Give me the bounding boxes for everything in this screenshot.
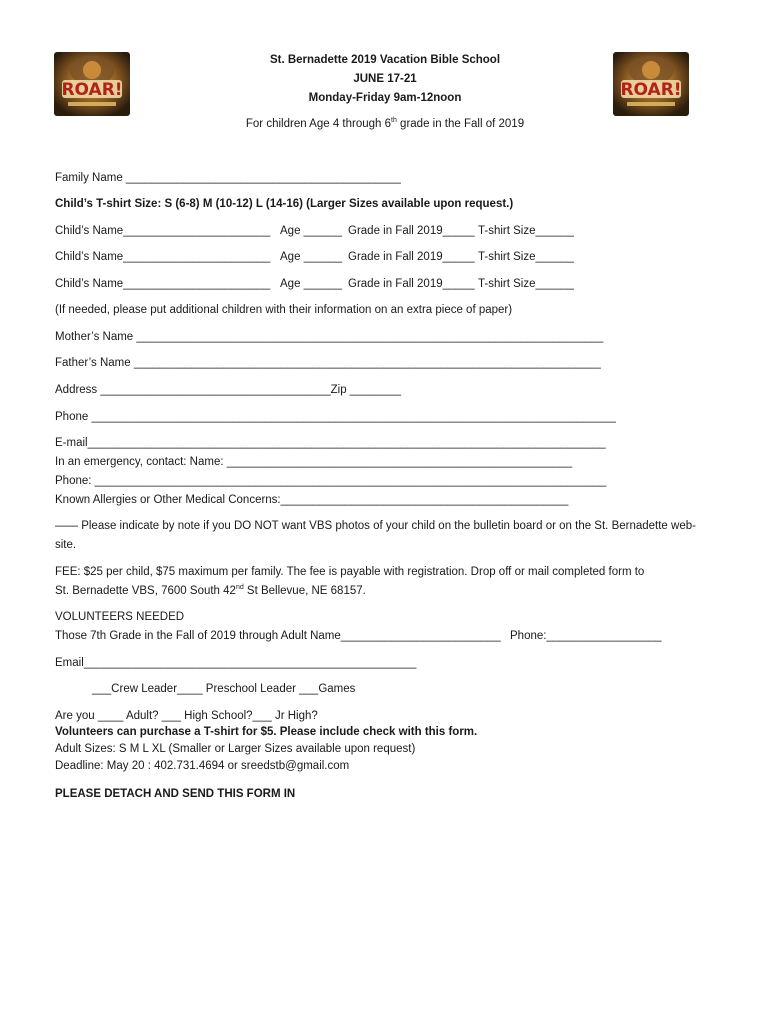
volunteer-phone-field[interactable]: Phone:__________________ (510, 630, 662, 642)
age-range: For children Age 4 through 6th grade in the Fall of 2019 (245, 117, 525, 130)
email-field[interactable]: E-mail_________________________________________________________________________________ (55, 437, 606, 449)
child-tshirt-size-field[interactable]: T-shirt Size______ (478, 225, 574, 237)
child-grade-field[interactable]: Grade in Fall 2019_____ (348, 251, 475, 263)
family-name-field[interactable]: Family Name ___________________________________________ (55, 172, 401, 184)
photo-consent-note-cont: site. (55, 539, 77, 551)
event-title: St. Bernadette 2019 Vacation Bible School (269, 54, 501, 66)
volunteer-tshirt-note: Volunteers can purchase a T-shirt for $5. Please include check with this form. (55, 726, 478, 738)
emergency-contact-field[interactable]: In an emergency, contact: Name: ______________________________________________________ (55, 456, 573, 468)
volunteer-age-group[interactable]: Are you ____ Adult? ___ High School?___ Jr High? (55, 710, 318, 722)
child-name-field[interactable]: Child’s Name_______________________ (55, 225, 271, 237)
mother-name-field[interactable]: Mother’s Name _________________________________________________________________________ (55, 331, 604, 343)
child-name-field[interactable]: Child’s Name_______________________ (55, 251, 271, 263)
deadline-contact: Deadline: May 20 : 402.731.4694 or sreedstb@gmail.com (55, 760, 350, 772)
child-age-field[interactable]: Age ______ (280, 251, 343, 263)
child-grade-field[interactable]: Grade in Fall 2019_____ (348, 278, 475, 290)
phone-field[interactable]: Phone __________________________________________________________________________________ (55, 411, 616, 423)
volunteer-email-field[interactable]: Email____________________________________________________ (55, 657, 417, 669)
child-age-field[interactable]: Age ______ (280, 225, 343, 237)
event-times: Monday-Friday 9am-12noon (308, 92, 462, 104)
fee-info: FEE: $25 per child, $75 maximum per family. The fee is payable with registration. Drop off or mail completed form to (55, 566, 645, 578)
event-dates: JUNE 17-21 (353, 73, 417, 85)
emergency-phone-field[interactable]: Phone: ________________________________________________________________________________ (55, 475, 607, 487)
child-age-field[interactable]: Age ______ (280, 278, 343, 290)
address-field[interactable]: Address ____________________________________Zip ________ (55, 384, 401, 396)
svg-text:ROAR!: ROAR! (620, 80, 682, 100)
father-name-field[interactable]: Father’s Name _________________________________________________________________________ (55, 357, 601, 369)
tshirt-size-options: Child’s T-shirt Size: S (6-8) M (10-12) L (14-16) (Larger Sizes available upon request.) (55, 198, 514, 210)
volunteers-heading: VOLUNTEERS NEEDED (55, 611, 185, 623)
volunteer-name-field[interactable]: Those 7th Grade in the Fall of 2019 through Adult Name_________________________ (55, 630, 501, 642)
mailing-address: St. Bernadette VBS, 7600 South 42nd St Bellevue, NE 68157. (55, 584, 366, 597)
child-tshirt-size-field[interactable]: T-shirt Size______ (478, 251, 574, 263)
detach-instruction: PLEASE DETACH AND SEND THIS FORM IN (55, 788, 296, 800)
photo-consent-note: —— Please indicate by note if you DO NOT want VBS photos of your child on the bulletin board or on the St. Bernadette web- (55, 520, 696, 532)
svg-text:ROAR!: ROAR! (61, 80, 123, 100)
extra-children-note: (If needed, please put additional children with their information on an extra piece of paper) (55, 304, 513, 316)
adult-sizes: Adult Sizes: S M L XL (Smaller or Larger Sizes available upon request) (55, 743, 416, 755)
child-grade-field[interactable]: Grade in Fall 2019_____ (348, 225, 475, 237)
child-tshirt-size-field[interactable]: T-shirt Size______ (478, 278, 574, 290)
child-name-field[interactable]: Child’s Name_______________________ (55, 278, 271, 290)
allergies-field[interactable]: Known Allergies or Other Medical Concerns:_____________________________________________ (55, 494, 569, 506)
volunteer-roles[interactable]: ___Crew Leader____ Preschool Leader ___Games (92, 683, 356, 695)
